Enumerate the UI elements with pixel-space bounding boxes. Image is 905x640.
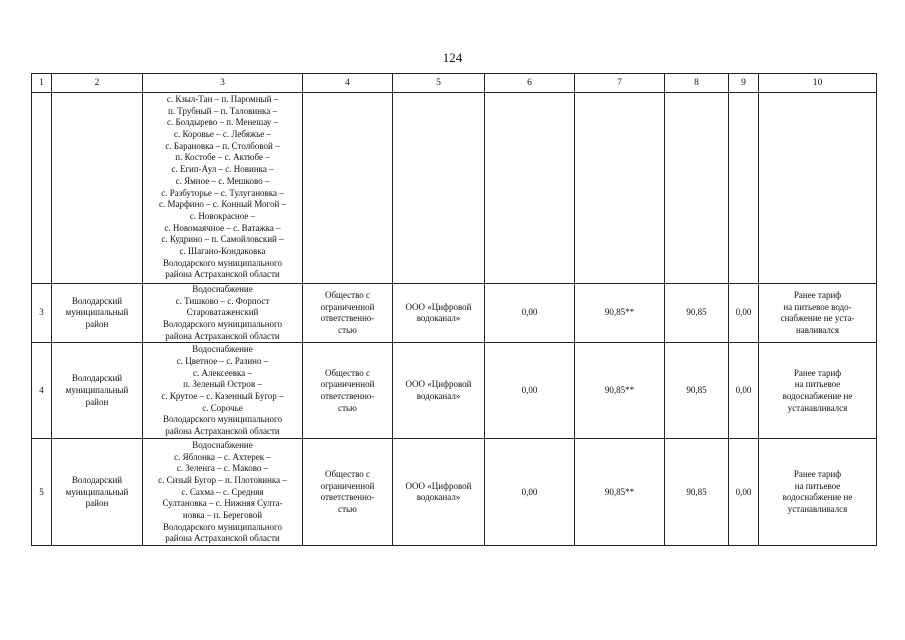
org-type-line: ответственно-: [320, 390, 375, 401]
note-line: снабжение не уста-: [780, 313, 855, 324]
route-line: Водоснабжение: [192, 344, 253, 355]
column-number: 2: [52, 74, 143, 93]
route-line: района Астраханской области: [165, 533, 280, 544]
org-name-line: водоканал»: [416, 492, 461, 503]
note-line: Ранее тариф: [793, 469, 842, 480]
org-type-line: стью: [338, 324, 357, 335]
district-line: район: [85, 498, 109, 509]
org-name-line: водоканал»: [416, 313, 461, 324]
route-line: с. Болдырево – п. Менешау –: [166, 117, 279, 128]
table-row: [32, 284, 877, 343]
route-line: с. Алексеевка –: [193, 367, 252, 378]
district-line: муниципальный: [65, 307, 129, 318]
row-number-cell: [32, 93, 52, 284]
org-name-line: водоканал»: [416, 390, 461, 401]
route-line: с. Крутое – с. Казенный Бугор –: [161, 390, 284, 401]
route-line: с. Ямное – с. Мешково –: [175, 175, 270, 186]
district-line: муниципальный: [65, 486, 129, 497]
route-line: с. Барановка – п. Столбовой –: [165, 140, 280, 151]
route-line: Володарского муниципального: [162, 414, 283, 425]
note-line: Ранее тариф: [793, 289, 842, 300]
route-line: с. Коровье – с. Лебяжье –: [174, 129, 271, 140]
value-cell-9: [729, 93, 759, 284]
route-line: с. Кудрино – п. Самойловский –: [161, 234, 284, 245]
route-line: с. Зеленга – с. Маково –: [176, 463, 269, 474]
column-number: 7: [575, 74, 665, 93]
route-line: района Астраханской области: [165, 330, 280, 341]
route-line: района Астраханской области: [165, 426, 280, 436]
org-type-line: Общество с: [324, 289, 371, 300]
org-type-line: Общество с: [324, 469, 371, 480]
route-line: с. Кзыл-Тан – п. Паромный –: [166, 94, 279, 104]
district-line: район: [85, 396, 109, 407]
page-number: 124: [442, 50, 463, 65]
district-line: Володарский: [71, 373, 123, 384]
value-cell-8: [665, 93, 729, 284]
route-cell: [143, 439, 303, 546]
district-line: Володарский: [71, 474, 123, 485]
route-line: Водоснабжение: [192, 439, 253, 450]
district-cell: [52, 343, 143, 439]
note-line: устанавливался: [787, 504, 848, 515]
note-cell: [759, 343, 877, 439]
note-cell: [759, 284, 877, 343]
column-number: 10: [759, 74, 877, 93]
org-type-cell: [303, 284, 393, 343]
org-name-cell: [393, 439, 485, 546]
route-line: Володарского муниципального: [162, 319, 283, 330]
value-cell-7: 90,85**: [575, 284, 665, 343]
value-cell-6: 0,00: [485, 284, 575, 343]
value-cell-8: 90,85: [665, 343, 729, 439]
district-line: Володарский: [71, 295, 123, 306]
route-line: Володарского муниципального: [162, 521, 283, 532]
row-number-cell: 5: [32, 439, 52, 546]
column-number: 5: [393, 74, 485, 93]
route-line: Володарского муниципального: [162, 257, 283, 268]
value-cell-9: 0,00: [729, 284, 759, 343]
value-cell-9: 0,00: [729, 439, 759, 546]
note-cell: [759, 93, 877, 284]
org-name-line: ООО «Цифровой: [405, 301, 472, 312]
note-line: водоснабжение не: [782, 390, 853, 401]
route-line: с. Сизый Бугор – п. Плотовинка –: [158, 474, 287, 485]
org-type-cell: [303, 343, 393, 439]
value-cell-8: 90,85: [665, 439, 729, 546]
tariff-table: [31, 73, 877, 546]
route-cell: [143, 93, 303, 284]
org-type-line: ограниченной: [320, 480, 375, 491]
route-line: с. Разбуторье – с. Тулугановка –: [161, 187, 284, 198]
org-type-line: стью: [338, 402, 357, 413]
route-line: с. Цветное – с. Разино –: [176, 355, 269, 366]
value-cell-7: 90,85**: [575, 439, 665, 546]
route-line: с. Сорочье: [202, 402, 243, 413]
org-name-line: ООО «Цифровой: [405, 480, 472, 491]
column-number: 1: [32, 74, 52, 93]
route-line: района Астраханской области: [165, 269, 280, 280]
org-type-cell: [303, 93, 393, 284]
route-cell: [143, 284, 303, 343]
route-line: с. Сахма – с. Средняя: [181, 486, 264, 497]
route-line: п. Трубный – п. Таловинка –: [167, 105, 277, 116]
route-line: с. Шагано-Кондаковка: [179, 245, 266, 256]
row-number-cell: 4: [32, 343, 52, 439]
org-name-line: ООО «Цифровой: [405, 379, 472, 390]
org-type-cell: [303, 439, 393, 546]
org-name-cell: [393, 343, 485, 439]
note-cell: [759, 439, 877, 546]
org-name-cell: [393, 284, 485, 343]
route-cell: [143, 343, 303, 439]
route-line: с. Яблонка – с. Ахтерек –: [174, 451, 271, 462]
note-line: навливался: [795, 324, 840, 335]
org-type-line: ответственно-: [320, 492, 375, 503]
note-line: устанавливался: [787, 402, 848, 413]
org-type-line: ограниченной: [320, 379, 375, 390]
district-line: район: [85, 319, 109, 330]
note-line: на питьевое водо-: [783, 301, 852, 312]
route-line: Водоснабжение: [192, 284, 253, 294]
table-row: [32, 93, 877, 284]
district-cell: [52, 93, 143, 284]
note-line: на питьевое: [794, 480, 841, 491]
route-line: с. Новокрасное –: [189, 210, 256, 221]
value-cell-9: 0,00: [729, 343, 759, 439]
district-cell: [52, 284, 143, 343]
note-line: на питьевое: [794, 379, 841, 390]
route-line: с. Марфино – с. Конный Могой –: [158, 199, 287, 210]
route-line: с. Тишково – с. Форпост: [175, 295, 270, 306]
row-number-cell: 3: [32, 284, 52, 343]
column-number: 8: [665, 74, 729, 93]
value-cell-7: [575, 93, 665, 284]
value-cell-6: [485, 93, 575, 284]
value-cell-8: 90,85: [665, 284, 729, 343]
table-row: [32, 439, 877, 546]
route-line: с. Новомаячное – с. Ватажка –: [164, 222, 281, 233]
route-line: с. Егип-Аул – с. Новинка –: [171, 164, 274, 175]
route-line: п. Зеленый Остров –: [183, 379, 262, 390]
note-line: Ранее тариф: [793, 367, 842, 378]
org-type-line: Общество с: [324, 367, 371, 378]
column-number: 3: [143, 74, 303, 93]
org-type-line: ограниченной: [320, 301, 375, 312]
note-line: водоснабжение не: [782, 492, 853, 503]
org-type-line: ответственно-: [320, 313, 375, 324]
route-line: новка – п. Береговой: [182, 509, 263, 520]
column-number: 9: [729, 74, 759, 93]
district-line: муниципальный: [65, 385, 129, 396]
value-cell-7: 90,85**: [575, 343, 665, 439]
table-row: [32, 343, 877, 439]
column-number: 6: [485, 74, 575, 93]
route-line: Староватаженский: [186, 307, 259, 318]
route-line: п. Костобе – с. Актюбе –: [175, 152, 270, 163]
value-cell-6: 0,00: [485, 439, 575, 546]
route-line: Султановка – с. Нижняя Султа-: [162, 498, 283, 509]
value-cell-6: 0,00: [485, 343, 575, 439]
column-number: 4: [303, 74, 393, 93]
org-name-cell: [393, 93, 485, 284]
column-number-row: [32, 74, 877, 93]
district-cell: [52, 439, 143, 546]
org-type-line: стью: [338, 504, 357, 515]
